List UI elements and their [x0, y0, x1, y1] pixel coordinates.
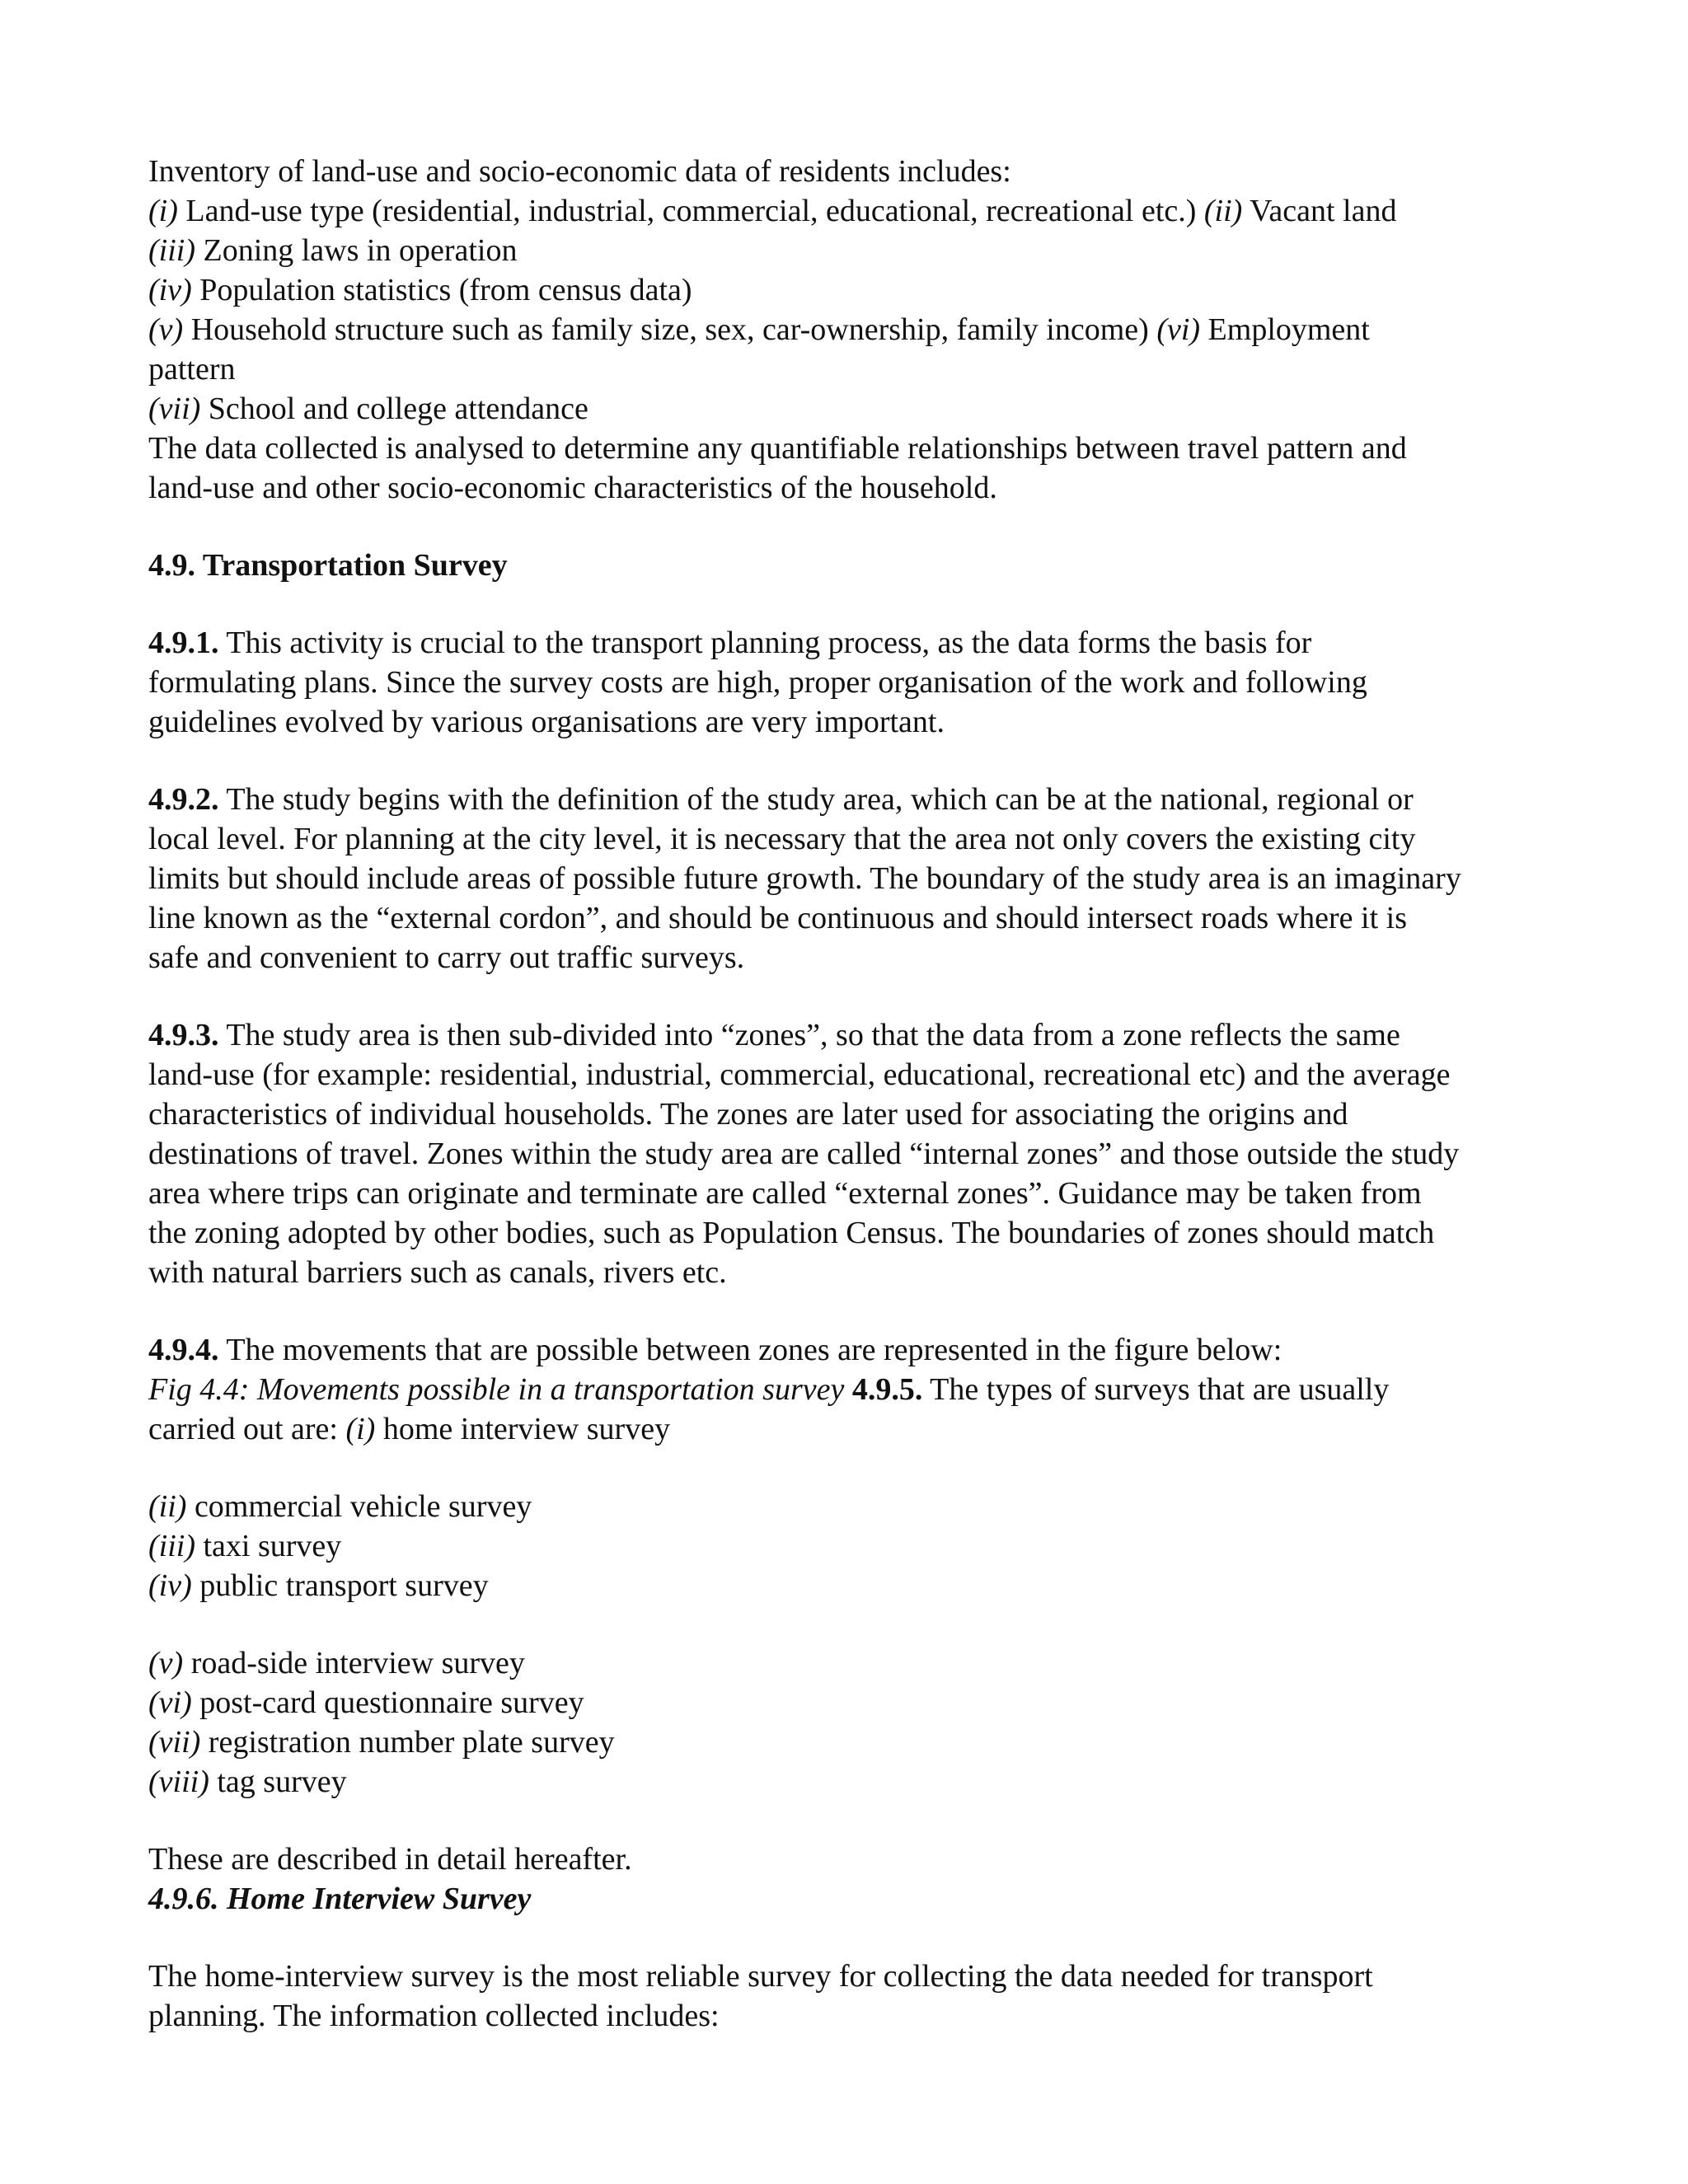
- survey-item: (ii) commercial vehicle survey: [148, 1489, 532, 1524]
- paragraph-line: local level. For planning at the city level, it is necessary that the area not only covers the existing city: [148, 822, 1416, 856]
- paragraph-line: with natural barriers such as canals, rivers etc.: [148, 1255, 727, 1290]
- paragraph-line: destinations of travel. Zones within the study area are called “internal zones” and those outside the study: [148, 1137, 1460, 1171]
- survey-item: (vii) registration number plate survey: [148, 1725, 615, 1760]
- survey-item: (iv) public transport survey: [148, 1568, 489, 1603]
- paragraph-line: The home-interview survey is the most reliable survey for collecting the data needed for transport: [148, 1959, 1373, 1994]
- intro-closing: land-use and other socio-economic characteristics of the household.: [148, 471, 997, 505]
- list-item: (iii) Zoning laws in operation: [148, 233, 518, 268]
- paragraph-line: 4.9.4. The movements that are possible between zones are represented in the figure below:: [148, 1333, 1282, 1367]
- paragraph-line: 4.9.1. This activity is crucial to the transport planning process, as the data forms the basis for: [148, 626, 1312, 660]
- paragraph-line: characteristics of individual households. The zones are later used for associating the origins and: [148, 1097, 1348, 1132]
- paragraph-line: 4.9.2. The study begins with the definition of the study area, which can be at the national, regional or: [148, 782, 1414, 817]
- intro-lead: Inventory of land-use and socio-economic data of residents includes:: [148, 154, 1011, 189]
- list-item: (vii) School and college attendance: [148, 391, 588, 426]
- list-item: (i) Land-use type (residential, industrial, commercial, educational, recreational etc.) (ii) Vacant land: [148, 194, 1397, 228]
- survey-item: (viii) tag survey: [148, 1765, 347, 1799]
- paragraph-line: carried out are: (i) home interview survey: [148, 1412, 671, 1446]
- paragraph-line: guidelines evolved by various organisations are very important.: [148, 705, 945, 739]
- paragraph-line: formulating plans. Since the survey costs are high, proper organisation of the work and following: [148, 665, 1367, 700]
- paragraph-line: area where trips can originate and terminate are called “external zones”. Guidance may be taken from: [148, 1176, 1422, 1211]
- paragraph-line: line known as the “external cordon”, and should be continuous and should intersect roads where it is: [148, 901, 1407, 935]
- section-heading: 4.9. Transportation Survey: [148, 548, 508, 583]
- paragraph-line: the zoning adopted by other bodies, such as Population Census. The boundaries of zones should match: [148, 1216, 1435, 1250]
- subsection-heading: 4.9.6. Home Interview Survey: [148, 1882, 532, 1916]
- intro-closing: The data collected is analysed to determine any quantifiable relationships between travel pattern and: [148, 431, 1407, 466]
- survey-item: (iii) taxi survey: [148, 1529, 342, 1563]
- list-item-continuation: pattern: [148, 352, 236, 387]
- paragraph-line: These are described in detail hereafter.: [148, 1842, 632, 1877]
- survey-item: (v) road-side interview survey: [148, 1646, 525, 1680]
- paragraph-line: Fig 4.4: Movements possible in a transportation survey 4.9.5. The types of surveys that are usually: [148, 1372, 1390, 1407]
- document-page: [148, 152, 1550, 2036]
- paragraph-line: safe and convenient to carry out traffic surveys.: [148, 940, 745, 975]
- paragraph-line: planning. The information collected includes:: [148, 1999, 720, 2033]
- paragraph-line: limits but should include areas of possible future growth. The boundary of the study area is an imaginary: [148, 861, 1461, 896]
- survey-item: (vi) post-card questionnaire survey: [148, 1685, 584, 1720]
- paragraph-line: 4.9.3. The study area is then sub-divided into “zones”, so that the data from a zone reflects the same: [148, 1018, 1400, 1052]
- list-item: (v) Household structure such as family size, sex, car-ownership, family income) (vi) Employment: [148, 312, 1370, 347]
- paragraph-line: land-use (for example: residential, industrial, commercial, educational, recreational etc) and the average: [148, 1057, 1451, 1092]
- figure-caption: Fig 4.4: Movements possible in a transportation survey: [148, 1372, 845, 1407]
- list-item: (iv) Population statistics (from census data): [148, 273, 692, 307]
